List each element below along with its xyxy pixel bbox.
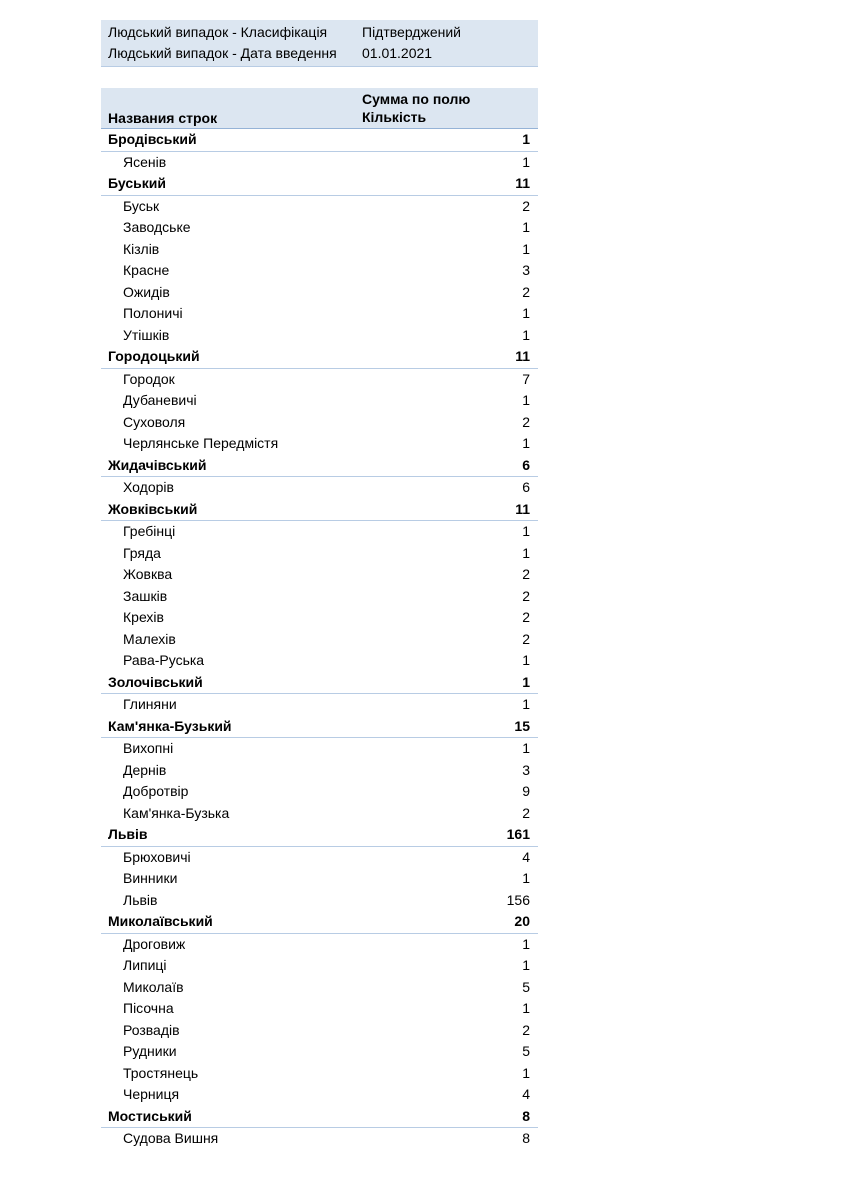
item-label: Брюховичі — [123, 848, 191, 865]
item-row[interactable] — [101, 1084, 538, 1106]
item-value: 6 — [522, 479, 530, 495]
item-value: 156 — [506, 891, 530, 908]
item-row[interactable] — [101, 586, 538, 608]
item-value: 1 — [522, 435, 530, 451]
item-value: 7 — [522, 370, 530, 387]
group-label: Жовківський — [108, 500, 198, 517]
item-label: Гряда — [123, 544, 161, 561]
item-row[interactable] — [101, 955, 538, 977]
item-label: Дубаневичі — [123, 392, 197, 408]
item-value: 1 — [522, 305, 530, 321]
item-value: 9 — [522, 783, 530, 799]
item-label: Заводське — [123, 219, 191, 235]
item-value: 1 — [522, 935, 530, 952]
group-label: Городоцький — [108, 348, 200, 364]
item-row[interactable] — [101, 803, 538, 825]
item-label: Городок — [123, 370, 175, 387]
item-row[interactable] — [101, 369, 538, 391]
item-row[interactable] — [101, 1041, 538, 1063]
item-label: Красне — [123, 262, 170, 278]
item-value: 2 — [522, 1021, 530, 1038]
item-label: Винники — [123, 870, 178, 886]
item-row[interactable] — [101, 521, 538, 543]
item-row[interactable] — [101, 196, 538, 218]
group-label: Золочівський — [108, 673, 203, 690]
item-row[interactable] — [101, 934, 538, 956]
item-label: Рудники — [123, 1043, 177, 1059]
item-row[interactable] — [101, 390, 538, 412]
group-row[interactable] — [101, 173, 538, 196]
item-value: 2 — [522, 587, 530, 604]
report-filters — [101, 20, 538, 67]
filter-row-classification[interactable] — [101, 22, 538, 43]
pivot-table-sheet — [101, 20, 538, 1150]
value-field-header[interactable] — [362, 88, 538, 128]
item-value: 5 — [522, 1043, 530, 1059]
item-value: 2 — [522, 283, 530, 300]
item-label: Дроговиж — [123, 935, 186, 952]
item-row[interactable] — [101, 847, 538, 869]
group-total: 1 — [522, 131, 530, 147]
item-label: Буськ — [123, 197, 160, 214]
item-row[interactable] — [101, 607, 538, 629]
item-value: 1 — [522, 240, 530, 257]
group-total: 6 — [522, 456, 530, 473]
item-label: Судова Вишня — [123, 1130, 219, 1146]
item-row[interactable] — [101, 303, 538, 325]
item-label: Жовква — [123, 566, 173, 582]
group-total: 11 — [515, 348, 530, 364]
group-row[interactable] — [101, 824, 538, 847]
group-total: 15 — [514, 717, 530, 734]
group-row[interactable] — [101, 716, 538, 739]
item-label: Черниця — [123, 1086, 180, 1102]
item-value: 1 — [522, 153, 530, 170]
item-label: Кізлів — [123, 240, 160, 257]
item-label: Вихопні — [123, 740, 174, 756]
item-label: Рава-Руська — [123, 652, 205, 668]
group-row[interactable] — [101, 499, 538, 522]
filter-row-date[interactable] — [101, 43, 538, 64]
row-labels-header[interactable]: Названия строк — [108, 110, 218, 126]
item-value: 5 — [522, 978, 530, 995]
item-row[interactable] — [101, 868, 538, 890]
item-row[interactable] — [101, 433, 538, 455]
pivot-header — [101, 88, 538, 129]
group-total: 161 — [506, 826, 530, 842]
group-label: Кам'янка-Бузький — [108, 717, 232, 734]
item-row[interactable] — [101, 282, 538, 304]
item-row[interactable] — [101, 217, 538, 239]
item-row[interactable] — [101, 694, 538, 716]
item-label: Розвадів — [123, 1021, 180, 1038]
item-row[interactable] — [101, 260, 538, 282]
item-label: Зашків — [123, 587, 168, 604]
group-label: Мостиський — [108, 1107, 192, 1124]
item-value: 1 — [522, 652, 530, 668]
item-label: Утішків — [123, 326, 170, 343]
group-label: Миколаївський — [108, 913, 213, 929]
group-label: Буський — [108, 175, 166, 191]
item-value: 1 — [522, 870, 530, 886]
item-row[interactable] — [101, 760, 538, 782]
item-row[interactable] — [101, 650, 538, 672]
filter-value[interactable]: Підтверджений — [362, 24, 461, 40]
group-label: Жидачівський — [108, 456, 207, 473]
item-row[interactable] — [101, 152, 538, 174]
item-row[interactable] — [101, 998, 538, 1020]
item-value: 1 — [522, 740, 530, 756]
item-value: 3 — [522, 761, 530, 778]
filter-value[interactable]: 01.01.2021 — [362, 45, 433, 61]
item-value: 2 — [522, 609, 530, 625]
group-label: Бродівський — [108, 131, 197, 147]
item-value: 1 — [522, 696, 530, 712]
item-label: Суховоля — [123, 413, 186, 430]
item-label: Пісочна — [123, 1000, 174, 1016]
group-total: 1 — [522, 673, 530, 690]
group-label: Львів — [108, 826, 148, 842]
pivot-body — [101, 129, 538, 1150]
item-value: 1 — [522, 1000, 530, 1016]
item-row[interactable] — [101, 325, 538, 347]
item-label: Миколаїв — [123, 978, 184, 995]
item-label: Тростянець — [123, 1064, 199, 1081]
group-total: 20 — [514, 913, 530, 929]
item-label: Крехів — [123, 609, 164, 625]
item-row[interactable] — [101, 543, 538, 565]
item-label: Ожидів — [123, 283, 170, 300]
item-value: 8 — [522, 1130, 530, 1146]
item-label: Ясенів — [123, 153, 167, 170]
item-row[interactable] — [101, 1128, 538, 1150]
item-row[interactable] — [101, 977, 538, 999]
item-value: 1 — [522, 1064, 530, 1081]
item-value: 2 — [522, 804, 530, 821]
group-row[interactable] — [101, 911, 538, 934]
item-label: Гребінці — [123, 523, 176, 539]
item-row[interactable] — [101, 477, 538, 499]
item-label: Дернів — [123, 761, 167, 778]
item-value: 1 — [522, 544, 530, 561]
item-row[interactable] — [101, 1020, 538, 1042]
item-label: Ходорів — [123, 479, 174, 495]
item-label: Львів — [123, 891, 158, 908]
item-row[interactable] — [101, 239, 538, 261]
value-header-line2: Кількість — [362, 109, 427, 125]
group-total: 8 — [522, 1107, 530, 1124]
item-label: Полоничі — [123, 305, 183, 321]
item-value: 1 — [522, 326, 530, 343]
item-label: Кам'янка-Бузька — [123, 804, 230, 821]
item-row[interactable] — [101, 738, 538, 760]
item-row[interactable] — [101, 890, 538, 912]
filter-label: Людський випадок - Дата введення — [108, 45, 337, 61]
value-header-line1: Сумма по полю — [362, 91, 471, 107]
item-value: 1 — [522, 957, 530, 973]
item-label: Малехів — [123, 630, 176, 647]
item-row[interactable] — [101, 412, 538, 434]
item-row[interactable] — [101, 1063, 538, 1085]
group-total: 11 — [515, 175, 530, 191]
item-value: 1 — [522, 392, 530, 408]
item-label: Черлянське Передмістя — [123, 435, 279, 451]
item-value: 4 — [522, 848, 530, 865]
item-label: Добротвір — [123, 783, 189, 799]
group-row[interactable] — [101, 129, 538, 152]
item-row[interactable] — [101, 564, 538, 586]
item-label: Липиці — [123, 957, 167, 973]
item-row[interactable] — [101, 629, 538, 651]
item-row[interactable] — [101, 781, 538, 803]
group-row[interactable] — [101, 455, 538, 478]
item-label: Глиняни — [123, 696, 177, 712]
group-row[interactable] — [101, 1106, 538, 1129]
item-value: 4 — [522, 1086, 530, 1102]
item-value: 2 — [522, 197, 530, 214]
group-row[interactable] — [101, 346, 538, 369]
item-value: 1 — [522, 523, 530, 539]
item-value: 1 — [522, 219, 530, 235]
item-value: 3 — [522, 262, 530, 278]
item-value: 2 — [522, 566, 530, 582]
filter-label: Людський випадок - Класифікація — [108, 24, 328, 40]
spacer — [101, 67, 538, 88]
item-value: 2 — [522, 630, 530, 647]
group-row[interactable] — [101, 672, 538, 695]
group-total: 11 — [515, 500, 530, 517]
item-value: 2 — [522, 413, 530, 430]
